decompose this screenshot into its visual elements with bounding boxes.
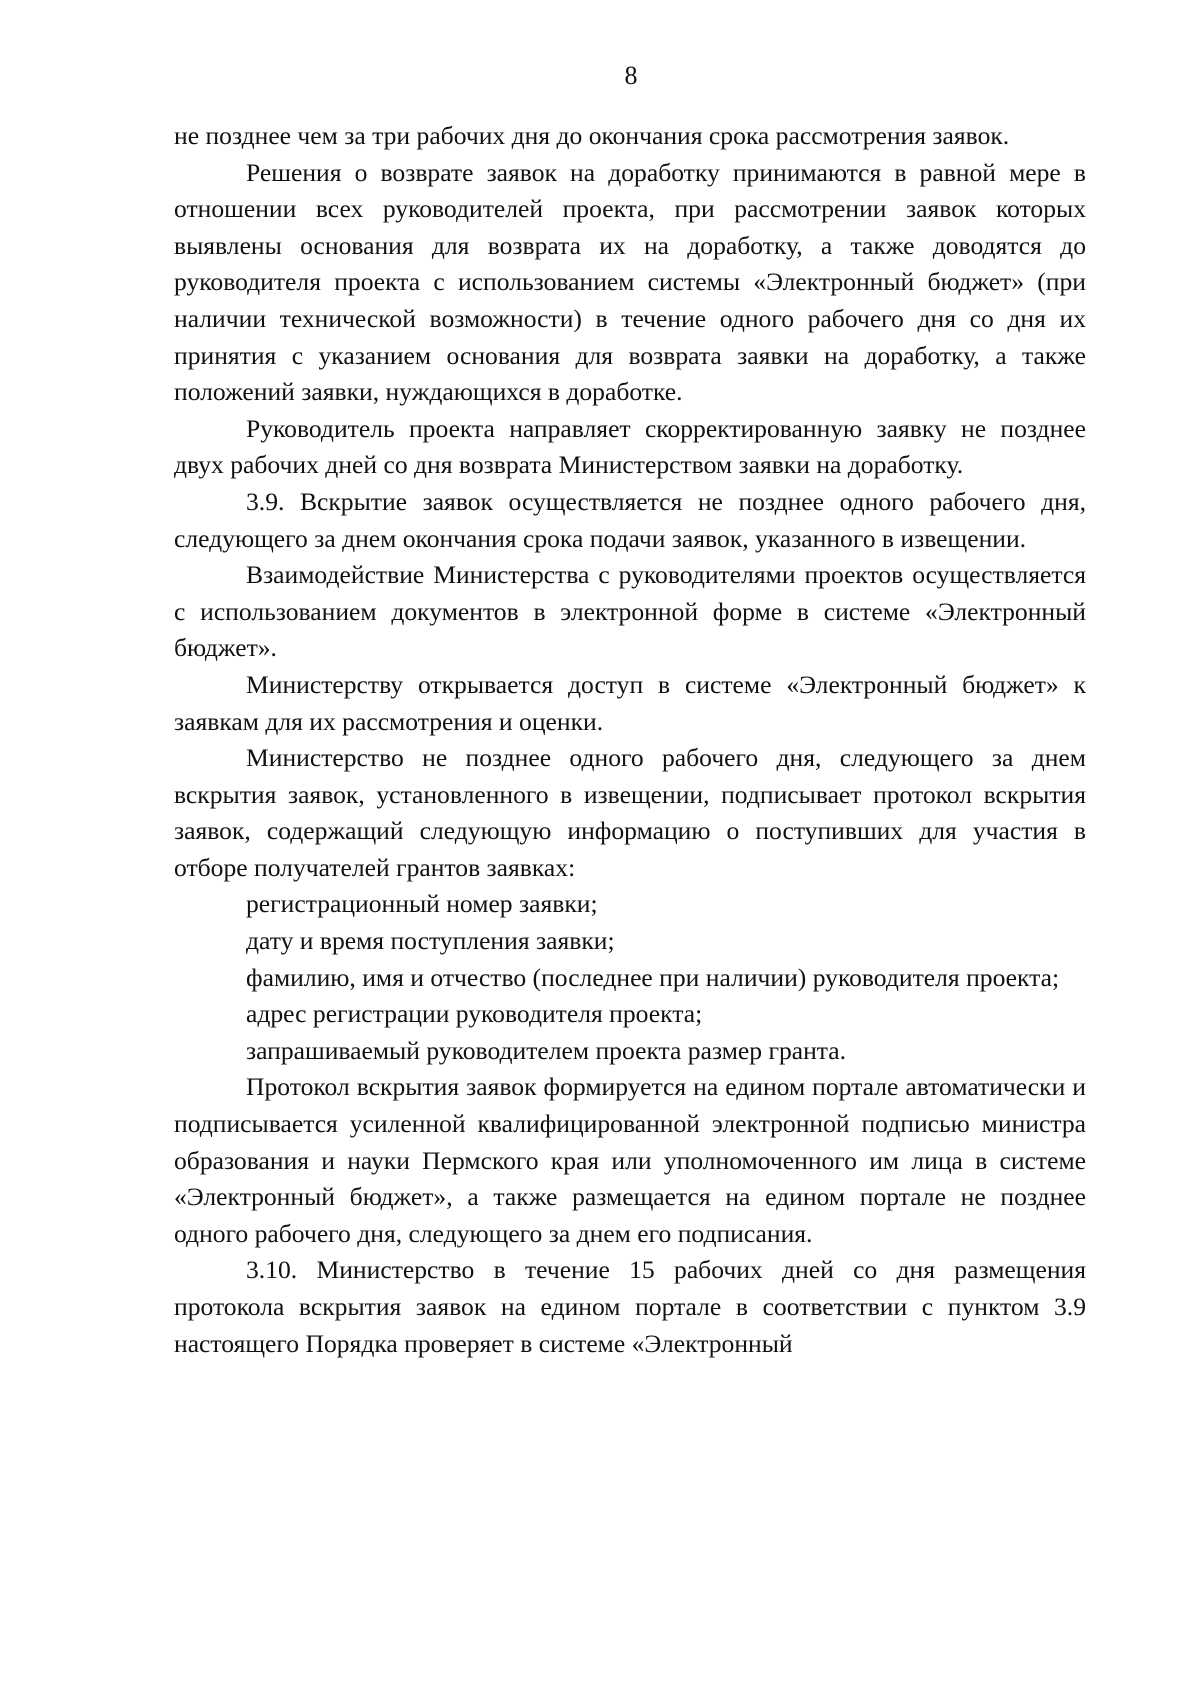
paragraph-return-decisions: Решения о возврате заявок на доработку принимаются в равной мере в отношении всех руководителей проекта, при рассмотрении заявок которых выявлены основания для возврата их на доработку, а также доводятся до руководителя проекта с использованием системы «Электронный бюджет» (при наличии технической возможности) в течение одного рабочего дня со дня их принятия с указанием основания для возврата заявки на доработку, а также положений заявки, нуждающихся в доработке. xyxy=(174,157,1086,407)
paragraph-3-10-review: 3.10. Министерство в течение 15 рабочих дней со дня размещения протокола вскрытия заявок на едином портале в соответствии с пунктом 3.9 настоящего Порядка проверяет в системе «Электронный xyxy=(174,1255,1086,1358)
list-item-address: адрес регистрации руководителя проекта; xyxy=(246,999,703,1029)
list-item-full-name: фамилию, имя и отчество (последнее при наличии) руководителя проекта; xyxy=(246,962,1060,992)
paragraph-protocol-formation: Протокол вскрытия заявок формируется на едином портале автоматически и подписывается усиленной квалифицированной электронной подписью министра образования и науки Пермского края или уполномоченного им лица в системе «Электронный бюджет», а также размещается на едином портале не позднее одного рабочего дня, следующего за днем его подписания. xyxy=(174,1072,1086,1248)
paragraph-protocol-signing: Министерство не позднее одного рабочего дня, следующего за днем вскрытия заявок, установленного в извещении, подписывает протокол вскрытия заявок, содержащий следующую информацию о поступивших для участия в отборе получателей грантов заявках: xyxy=(174,743,1086,882)
list-item-date-time: дату и время поступления заявки; xyxy=(246,926,615,956)
paragraph-interaction: Взаимодействие Министерства с руководителями проектов осуществляется с использованием документов в электронной форме в системе «Электронный бюджет». xyxy=(174,560,1086,663)
document-body xyxy=(174,118,1086,1362)
page-number: 8 xyxy=(624,61,638,90)
list-item-registration-number: регистрационный номер заявки; xyxy=(246,889,598,919)
paragraph-continuation: не позднее чем за три рабочих дня до окончания срока рассмотрения заявок. xyxy=(174,121,1010,150)
paragraph-3-9-opening: 3.9. Вскрытие заявок осуществляется не позднее одного рабочего дня, следующего за днем окончания срока подачи заявок, указанного в извещении. xyxy=(174,486,1086,553)
paragraph-access: Министерству открывается доступ в системе «Электронный бюджет» к заявкам для их рассмотрения и оценки. xyxy=(174,669,1086,736)
list-item-grant-size: запрашиваемый руководителем проекта размер гранта. xyxy=(246,1035,847,1065)
paragraph-corrected-application: Руководитель проекта направляет скорректированную заявку не позднее двух рабочих дней со дня возврата Министерством заявки на доработку. xyxy=(174,413,1086,480)
